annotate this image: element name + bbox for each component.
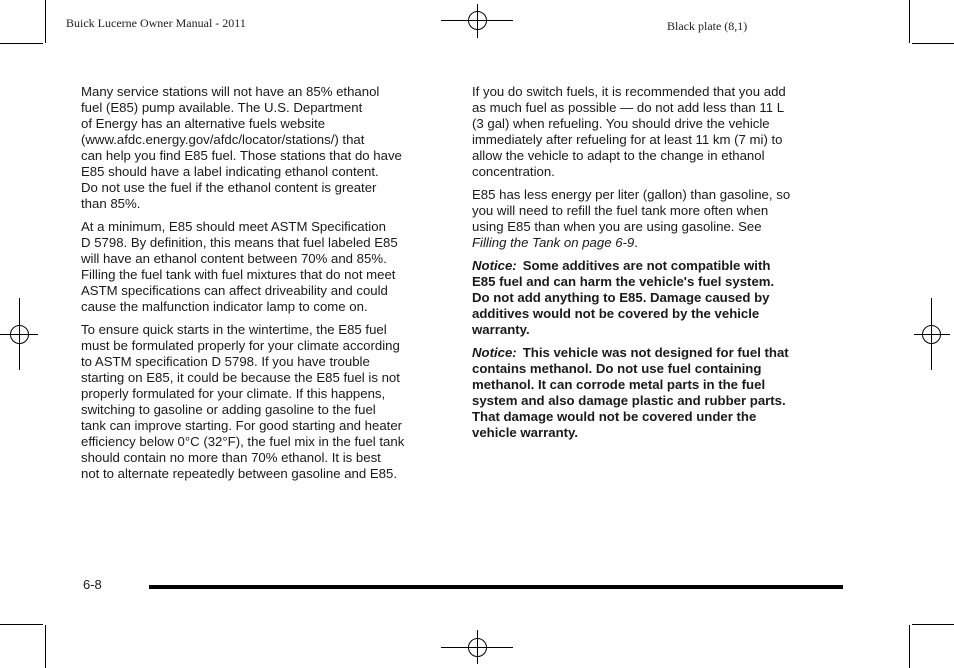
text-line: Filling the fuel tank with fuel mixtures that do not meet <box>81 267 396 282</box>
text-line: contains methanol. Do not use fuel containing <box>472 361 762 376</box>
text-line: starting on E85, it could be because the E85 fuel is not <box>81 370 400 385</box>
text-line: tank can improve starting. For good starting and heater <box>81 418 403 433</box>
link-suffix: . <box>634 235 638 250</box>
text-line: can help you find E85 fuel. Those stations that do have <box>81 148 402 163</box>
text-line: switching to gasoline or adding gasoline to the fuel <box>81 402 376 417</box>
notice-first-line: Some additives are not compatible with <box>522 258 771 273</box>
text-line: allow the vehicle to adapt to the change in ethanol <box>472 148 765 163</box>
paragraph-e85-availability <box>81 84 443 212</box>
text-line: E85 fuel and can harm the vehicle's fuel system. <box>472 274 775 289</box>
text-line: efficiency below 0°C (32°F), the fuel mix in the fuel tank <box>81 434 405 449</box>
text-line: properly formulated for your climate. If this happens, <box>81 386 386 401</box>
cross-reference-link[interactable]: Filling the Tank on page 6-9 <box>472 235 635 250</box>
text-line: not to alternate repeatedly between gasoline and E85. <box>81 466 397 481</box>
notice-additives <box>472 258 832 338</box>
paragraph-astm-specification <box>81 219 443 315</box>
text-line: E85 should have a label indicating ethanol content. <box>81 164 379 179</box>
paragraph-energy-content <box>472 187 832 251</box>
text-line: to ASTM specification D 5798. If you have trouble <box>81 354 370 369</box>
text-line: methanol. It can corrode metal parts in the fuel <box>472 377 766 392</box>
paragraph-switching-fuels <box>472 84 832 180</box>
footer-rule <box>149 585 843 589</box>
text-line: Do not add anything to E85. Damage caused by <box>472 290 770 305</box>
text-line: immediately after refueling for at least 11 km (7 mi) to <box>472 132 783 147</box>
text-line <box>472 345 832 361</box>
text-line: will have an ethanol content between 70% and 85%. <box>81 251 387 266</box>
text-line: (www.afdc.energy.gov/afdc/locator/stations/) that <box>81 132 365 147</box>
text-line: D 5798. By definition, this means that fuel labeled E85 <box>81 235 398 250</box>
notice-label: Notice: <box>472 258 517 273</box>
text-line: Do not use the fuel if the ethanol content is greater <box>81 180 377 195</box>
left-text-column <box>81 84 443 489</box>
text-line: At a minimum, E85 should meet ASTM Specification <box>81 219 386 234</box>
text-line: must be formulated properly for your climate according <box>81 338 400 353</box>
text-line: using E85 than when you are using gasoline. See <box>472 219 762 234</box>
text-line: vehicle warranty. <box>472 425 579 440</box>
text-line: additives would not be covered by the vehicle <box>472 306 760 321</box>
text-line: should contain no more than 70% ethanol. It is best <box>81 450 381 465</box>
right-text-column <box>472 84 832 448</box>
text-line: Many service stations will not have an 85% ethanol <box>81 84 380 99</box>
text-line: system and also damage plastic and rubber parts. <box>472 393 786 408</box>
notice-label: Notice: <box>472 345 517 360</box>
text-line: E85 has less energy per liter (gallon) than gasoline, so <box>472 187 791 202</box>
text-line: (3 gal) when refueling. You should drive the vehicle <box>472 116 770 131</box>
text-line: as much fuel as possible — do not add less than 11 L <box>472 100 785 115</box>
page-number: 6-8 <box>83 577 102 592</box>
text-line: than 85%. <box>81 196 141 211</box>
text-line: fuel (E85) pump available. The U.S. Department <box>81 100 363 115</box>
text-line: you will need to refill the fuel tank more often when <box>472 203 769 218</box>
text-line: of Energy has an alternative fuels website <box>81 116 326 131</box>
text-line: cause the malfunction indicator lamp to come on. <box>81 299 368 314</box>
notice-first-line: This vehicle was not designed for fuel that <box>522 345 789 360</box>
paragraph-winter-starting <box>81 322 443 482</box>
text-line <box>472 235 832 251</box>
text-line <box>472 258 832 274</box>
text-line: warranty. <box>472 322 530 337</box>
manual-title-header: Buick Lucerne Owner Manual - 2011 <box>66 16 246 30</box>
text-line: To ensure quick starts in the wintertime, the E85 fuel <box>81 322 387 337</box>
text-line: If you do switch fuels, it is recommended that you add <box>472 84 786 99</box>
plate-label-header: Black plate (8,1) <box>667 19 748 33</box>
text-line: concentration. <box>472 164 555 179</box>
notice-methanol <box>472 345 832 441</box>
text-line: ASTM specifications can affect driveability and could <box>81 283 388 298</box>
text-line: That damage would not be covered under the <box>472 409 757 424</box>
